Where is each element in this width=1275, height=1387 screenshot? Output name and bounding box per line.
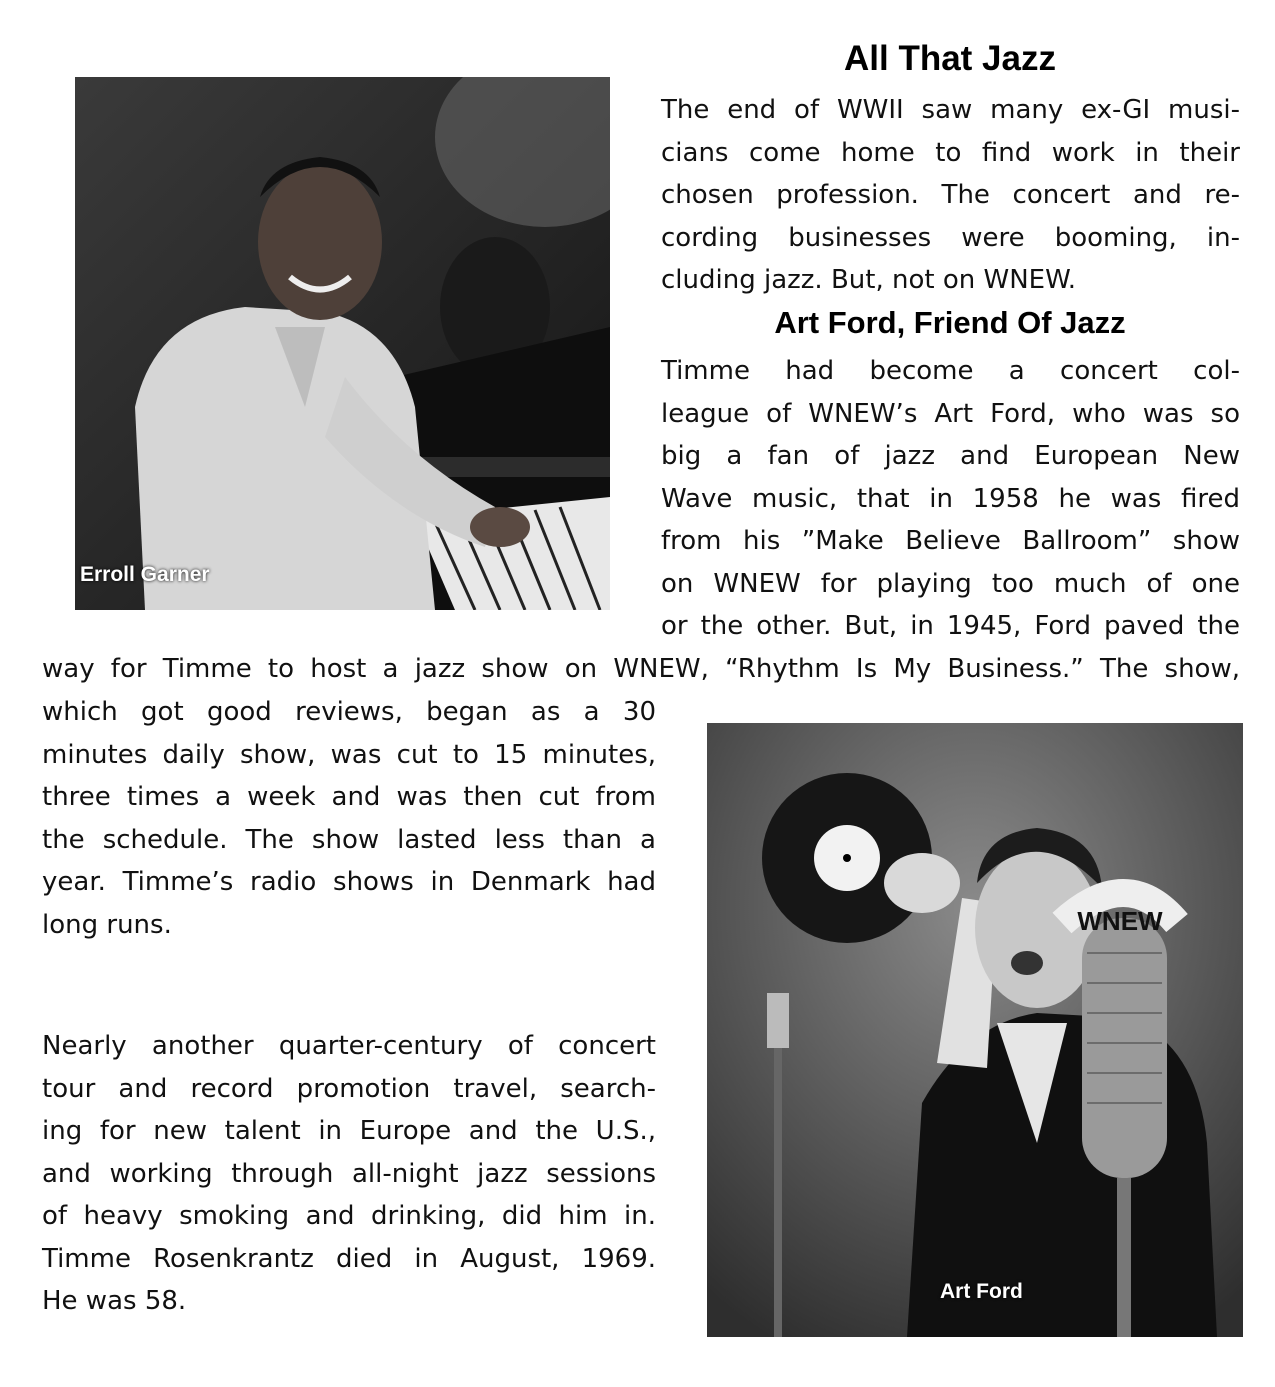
ford-line: Wave music, that in 1958 he was fired: [661, 483, 1240, 514]
garner-caption: Erroll Garner: [80, 563, 210, 586]
erroll-garner-photo: [75, 77, 610, 610]
show-line: year. Timme’s radio shows in Denmark had: [42, 867, 656, 897]
wide-line-block: [42, 648, 1240, 691]
show-paragraph: [42, 691, 656, 946]
ford-line: on WNEW for playing too much of one: [661, 568, 1240, 599]
intro-line: cluding jazz. But, not on WNEW.: [661, 265, 1077, 295]
ford-line: or the other. But, in 1945, Ford paved the: [661, 611, 1240, 641]
show-line: which got good reviews, began as a 30: [42, 697, 656, 727]
final-line: Timme Rosenkrantz died in August, 1969.: [42, 1243, 656, 1274]
ford-caption: Art Ford: [940, 1280, 1023, 1303]
ford-line: from his ”Make Believe Ballroom” show: [661, 526, 1240, 556]
show-line: the schedule. The show lasted less than a: [42, 824, 656, 855]
ford-paragraph: [661, 350, 1240, 648]
erroll-garner-illustration: [75, 77, 610, 610]
intro-line: chosen profession. The concert and re-: [661, 180, 1240, 210]
final-line: tour and record promotion travel, search-: [42, 1073, 656, 1104]
final-line: and working through all-night jazz sessions: [42, 1158, 656, 1189]
final-paragraph: [42, 1025, 656, 1323]
show-line: long runs.: [42, 909, 172, 940]
intro-line: cians come home to find work in their: [661, 137, 1240, 168]
ford-line: big a fan of jazz and European New: [661, 441, 1240, 471]
mic-lettering: WNEW: [1077, 906, 1163, 936]
intro-line: The end of WWII saw many ex-GI musi-: [661, 95, 1240, 125]
final-line: of heavy smoking and drinking, did him in.: [42, 1201, 656, 1231]
article-title: All That Jazz: [844, 39, 1056, 78]
show-line: three times a week and was then cut from: [42, 782, 656, 812]
section-subtitle: Art Ford, Friend Of Jazz: [774, 305, 1126, 340]
final-line: He was 58.: [42, 1286, 187, 1316]
show-line: minutes daily show, was cut to 15 minutes,: [42, 739, 656, 770]
final-line: ing for new talent in Europe and the U.S.,: [42, 1116, 656, 1146]
intro-line: cording businesses were booming, in-: [661, 222, 1240, 253]
wide-line: way for Timme to host a jazz show on WNEW, “Rhythm Is My Business.” The show,: [42, 654, 1240, 684]
ford-line: league of WNEW’s Art Ford, who was so: [661, 398, 1240, 429]
art-ford-photo: [707, 723, 1243, 1337]
intro-paragraph: [661, 89, 1240, 302]
art-ford-illustration: [707, 723, 1243, 1337]
final-line: Nearly another quarter-century of concert: [42, 1031, 656, 1061]
ford-line: Timme had become a concert col-: [661, 356, 1240, 386]
